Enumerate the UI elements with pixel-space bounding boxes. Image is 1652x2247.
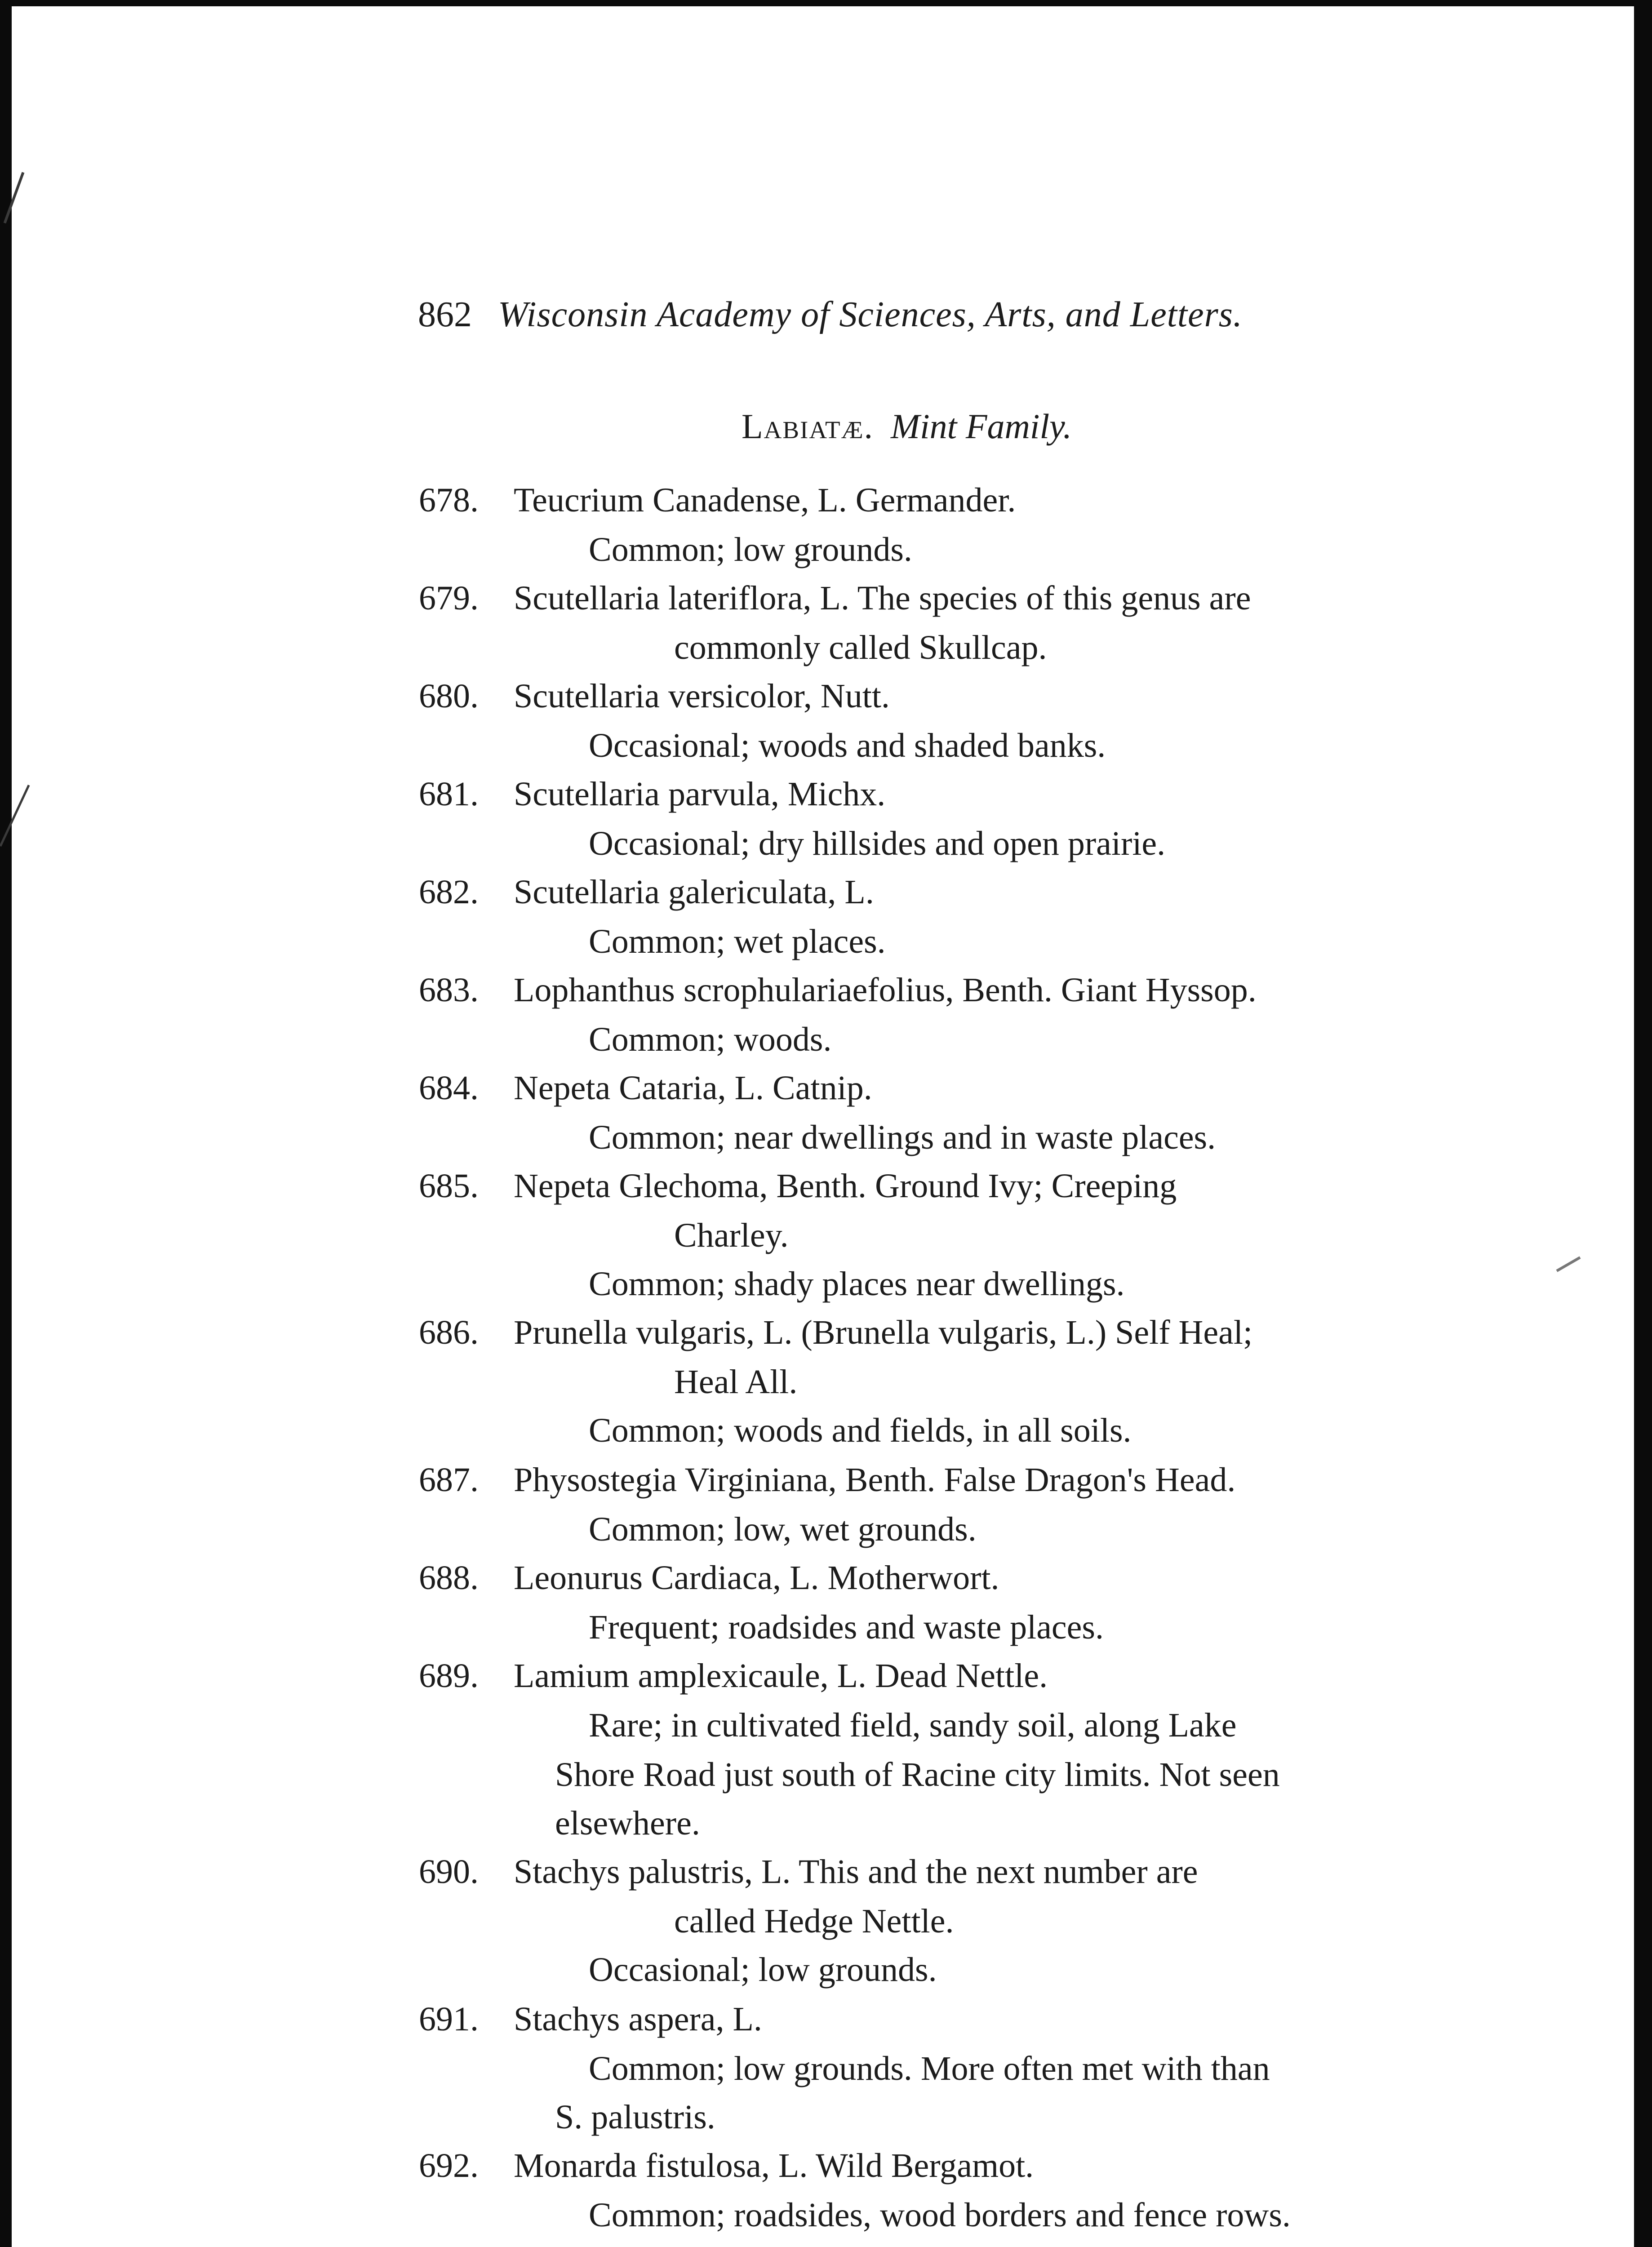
entry-habitat: Common; near dwellings and in waste places. [589,1119,1216,1156]
entry-habitat: Common; woods. [589,1021,832,1058]
family-name-common: Mint Family. [891,407,1072,446]
entry-name: Scutellaria galericulata, L. [514,873,874,911]
entry-habitat: Occasional; dry hillsides and open prairie. [589,825,1166,862]
entry-number: 686. [419,1314,479,1351]
page-number: 862 [418,295,472,334]
entry-number: 678. [419,481,479,519]
entry-habitat: Occasional; low grounds. [589,1951,937,1989]
entry-name: Prunella vulgaris, L. (Brunella vulgaris, L.) Self Heal; [514,1314,1253,1351]
entry-number: 683. [419,971,479,1009]
entry-habitat: Common; low grounds. [589,531,912,568]
entry-name-continued: Charley. [674,1217,789,1254]
entry-number: 688. [419,1559,479,1597]
entry-habitat: Common; wet places. [589,923,886,960]
entry-number: 692. [419,2147,479,2185]
entry-name: Leonurus Cardiaca, L. Motherwort. [514,1559,999,1597]
entry-habitat: Common; low grounds. More often met with than [589,2050,1270,2087]
entry-number: 691. [419,2000,479,2038]
entry-name-continued: commonly called Skullcap. [674,629,1047,666]
entry-name: Lamium amplexicaule, L. Dead Nettle. [514,1657,1048,1695]
family-name-latin: Labiatæ. [742,407,874,446]
scan-border-right [1634,0,1652,2247]
entry-habitat: Common; roadsides, wood borders and fence rows. [589,2196,1291,2234]
entry-habitat: Common; low, wet grounds. [589,1510,977,1548]
scan-border-top [0,0,1652,6]
entry-number: 689. [419,1657,479,1695]
entry-name: Monarda fistulosa, L. Wild Bergamot. [514,2147,1034,2185]
entry-name: Scutellaria parvula, Michx. [514,775,886,813]
entry-name: Scutellaria lateriflora, L. The species of this genus are [514,579,1251,617]
entry-name: Scutellaria versicolor, Nutt. [514,677,890,715]
entry-habitat: Frequent; roadsides and waste places. [589,1608,1104,1646]
section-heading [742,409,1072,444]
entry-habitat: Common; woods and fields, in all soils. [589,1412,1132,1449]
entry-number: 679. [419,579,479,617]
entry-habitat-continued: Shore Road just south of Racine city limits. Not seen [555,1756,1280,1794]
scan-border-left [0,0,12,2247]
entry-name: Teucrium Canadense, L. Germander. [514,481,1016,519]
entry-name: Physostegia Virginiana, Benth. False Dragon's Head. [514,1461,1236,1499]
entry-number: 681. [419,775,479,813]
entry-habitat: Common; shady places near dwellings. [589,1265,1125,1303]
running-head [418,297,1243,333]
entry-name: Stachys aspera, L. [514,2000,762,2038]
entry-number: 682. [419,873,479,911]
journal-title: Wisconsin Academy of Sciences, Arts, and Letters. [498,295,1243,334]
entry-number: 685. [419,1167,479,1205]
entry-number: 690. [419,1853,479,1891]
entry-name: Lophanthus scrophulariaefolius, Benth. Giant Hyssop. [514,971,1257,1009]
entry-name: Nepeta Glechoma, Benth. Ground Ivy; Creeping [514,1167,1177,1205]
entry-habitat-continued: S. palustris. [555,2098,715,2136]
entry-name-continued: called Hedge Nettle. [674,1902,954,1940]
entry-name: Nepeta Cataria, L. Catnip. [514,1069,872,1107]
entry-name-continued: Heal All. [674,1363,798,1401]
entry-number: 687. [419,1461,479,1499]
entry-habitat: Occasional; woods and shaded banks. [589,727,1106,764]
entry-habitat-continued: elsewhere. [555,1804,700,1842]
entry-number: 680. [419,677,479,715]
entry-name: Stachys palustris, L. This and the next number are [514,1853,1198,1891]
entry-habitat: Rare; in cultivated field, sandy soil, along Lake [589,1706,1237,1744]
entry-number: 684. [419,1069,479,1107]
